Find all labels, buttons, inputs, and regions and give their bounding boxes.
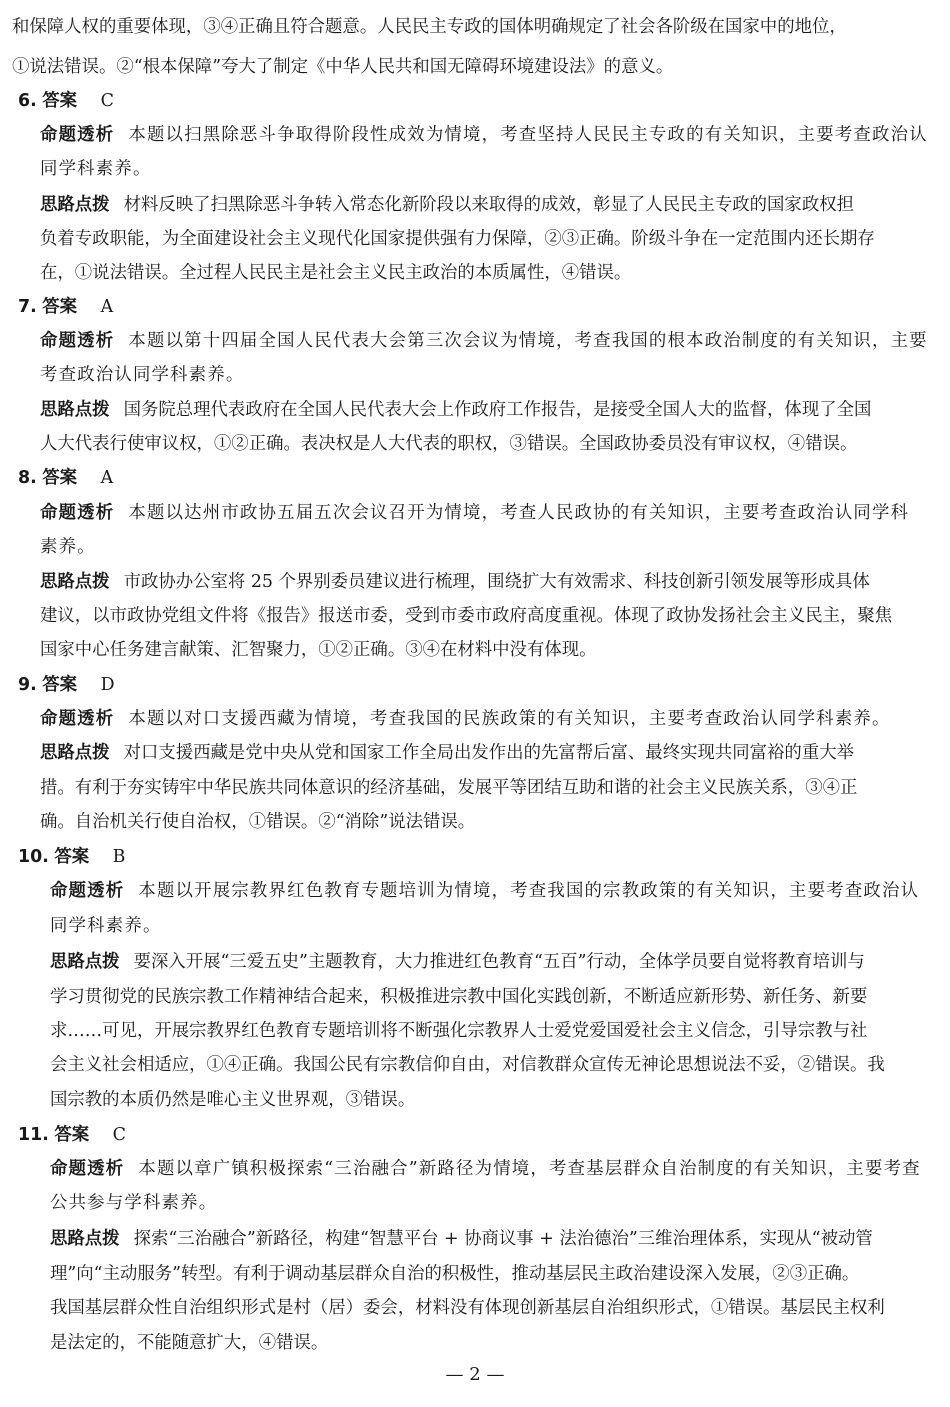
hint-label: 思路点拨 <box>40 743 110 763</box>
intro-line: ①说法错误。②“根本保障”夸大了制定《中华人民共和国无障碍环境建设法》的意义。 <box>12 57 674 77</box>
hint-line: 求……可见，开展宗教界红色教育专题培训将不断强化宗教界人士爱党爱国爱社会主义信念，引导宗教与社 <box>50 1021 868 1041</box>
insight-label: 命题透析 <box>40 503 115 523</box>
hint-line: 是法定的，不能随意扩大，④错误。 <box>50 1333 329 1353</box>
hint-line: 会主义社会相适应，①④正确。我国公民有宗教信仰自由，对信教群众宣传无神论思想说法不妥，②错误。我 <box>50 1055 885 1075</box>
answer-label: 答案 <box>54 847 90 867</box>
answer-label: 答案 <box>54 1125 90 1145</box>
answer-letter: A <box>100 468 114 488</box>
q10-insight: 命题透析 本题以开展宗教界红色教育专题培训为情境，考查我国的宗教政策的有关知识，主要考查政治认 <box>50 881 920 901</box>
hint-line: 建议，以市政协党组文件将《报告》报送市委，受到市委市政府高度重视。体现了政协发扬社会主义民主，聚焦 <box>40 606 893 626</box>
hint-line: 理”向“主动服务”转型。有利于调动基层群众自治的积极性，推动基层民主政治建设深入发展，②③正确。 <box>50 1264 860 1284</box>
hint-line: 国宗教的本质仍然是唯心主义世界观，③错误。 <box>50 1090 416 1110</box>
question-number: 10. <box>18 847 49 867</box>
insight-line: 素养。 <box>40 537 96 557</box>
q8-insight: 命题透析 本题以达州市政协五届五次会议召开为情境，考查人民政协的有关知识，主要考查政治认同学科 <box>40 503 910 523</box>
q7-hint: 思路点拨 国务院总理代表政府在全国人民代表大会上作政府工作报告，是接受全国人大的监督，体现了全国 <box>40 400 872 420</box>
q9-hint: 思路点拨 对口支援西藏是党中央从党和国家工作全局出发作出的先富帮后富、最终实现共同富裕的重大举 <box>40 743 854 763</box>
question-number: 7. <box>18 297 37 317</box>
hint-line: 人大代表行使审议权，①②正确。表决权是人大代表的职权，③错误。全国政协委员没有审议权，④错误。 <box>40 434 858 454</box>
answer-label: 答案 <box>42 468 78 488</box>
answer-letter: C <box>112 1125 126 1145</box>
q10-answer <box>18 845 125 869</box>
hint-label: 思路点拨 <box>40 195 110 215</box>
q11-insight: 命题透析 本题以章广镇积极探索“三治融合”新路径为情境，考查基层群众自治制度的有关知识，主要考查 <box>50 1159 921 1179</box>
q11-hint: 思路点拨 探索“三治融合”新路径，构建“智慧平台 + 协商议事 + 法治德治”三维治理体系，实现从“被动管 <box>50 1229 873 1249</box>
answer-label: 答案 <box>42 91 78 111</box>
insight-label: 命题透析 <box>50 881 125 901</box>
question-number: 11. <box>18 1125 49 1145</box>
insight-label: 命题透析 <box>40 125 115 145</box>
insight-label: 命题透析 <box>40 709 115 729</box>
hint-line: 措。有利于夯实铸牢中华民族共同体意识的经济基础，发展平等团结互助和谐的社会主义民族关系，③④正 <box>40 778 858 798</box>
answer-label: 答案 <box>42 675 78 695</box>
insight-label: 命题透析 <box>40 331 115 351</box>
answer-letter: C <box>100 91 114 111</box>
hint-line: 确。自治机关行使自治权，①错误。②“消除”说法错误。 <box>40 812 476 832</box>
insight-line: 同学科素养。 <box>50 916 162 936</box>
hint-label: 思路点拨 <box>40 572 110 592</box>
insight-label: 命题透析 <box>50 1159 125 1179</box>
q6-hint: 思路点拨 材料反映了扫黑除恶斗争转入常态化新阶段以来取得的成效，彰显了人民民主专政的国家政权担 <box>40 195 854 215</box>
hint-line: 我国基层群众性自治组织形式是村（居）委会，材料没有体现创新基层自治组织形式，①错误。基层民主权利 <box>50 1298 885 1318</box>
answer-letter: A <box>100 297 114 317</box>
intro-line: 和保障人权的重要体现，③④正确且符合题意。人民民主专政的国体明确规定了社会各阶级在国家中的地位， <box>12 17 847 37</box>
answer-label: 答案 <box>42 297 78 317</box>
answer-letter: B <box>112 847 126 867</box>
q9-insight: 命题透析 本题以对口支援西藏为情境，考查我国的民族政策的有关知识，主要考查政治认同学科素养。 <box>40 709 891 729</box>
question-number: 8. <box>18 468 37 488</box>
insight-line: 同学科素养。 <box>40 159 152 179</box>
hint-label: 思路点拨 <box>40 400 110 420</box>
hint-line: 在，①说法错误。全过程人民民主是社会主义民主政治的本质属性，④错误。 <box>40 263 632 283</box>
question-number: 9. <box>18 675 37 695</box>
insight-line: 公共参与学科素养。 <box>50 1193 218 1213</box>
q6-insight: 命题透析 本题以扫黑除恶斗争取得阶段性成效为情境，考查坚持人民民主专政的有关知识，主要考查政治认 <box>40 125 928 145</box>
q8-answer <box>18 466 113 490</box>
q8-hint: 思路点拨 市政协办公室将 25 个界别委员建议进行梳理，围绕扩大有效需求、科技创新引领发展等形成具体 <box>40 572 870 592</box>
q10-hint: 思路点拨 要深入开展“三爱五史”主题教育，大力推进红色教育“五百”行动，全体学员要自觉将教育培训与 <box>50 952 865 972</box>
page-number: — 2 — <box>445 1364 505 1385</box>
question-number: 6. <box>18 91 37 111</box>
hint-line: 学习贯彻党的民族宗教工作精神结合起来，积极推进宗教中国化实践创新，不断适应新形势、新任务、新要 <box>50 987 868 1007</box>
hint-line: 负着专政职能，为全面建设社会主义现代化国家提供强有力保障，②③正确。阶级斗争在一定范围内还长期存 <box>40 229 875 249</box>
answer-letter: D <box>100 675 115 695</box>
q11-answer <box>18 1123 126 1147</box>
hint-label: 思路点拨 <box>50 1229 120 1249</box>
q6-answer <box>18 89 114 113</box>
q7-answer <box>18 295 113 319</box>
hint-label: 思路点拨 <box>50 952 120 972</box>
q7-insight: 命题透析 本题以第十四届全国人民代表大会第三次会议为情境，考查我国的根本政治制度的有关知识，主要 <box>40 331 928 351</box>
q9-answer <box>18 673 115 697</box>
hint-line: 国家中心任务建言献策、汇智聚力，①②正确。③④在材料中没有体现。 <box>40 640 597 660</box>
insight-line: 考查政治认同学科素养。 <box>40 365 245 385</box>
